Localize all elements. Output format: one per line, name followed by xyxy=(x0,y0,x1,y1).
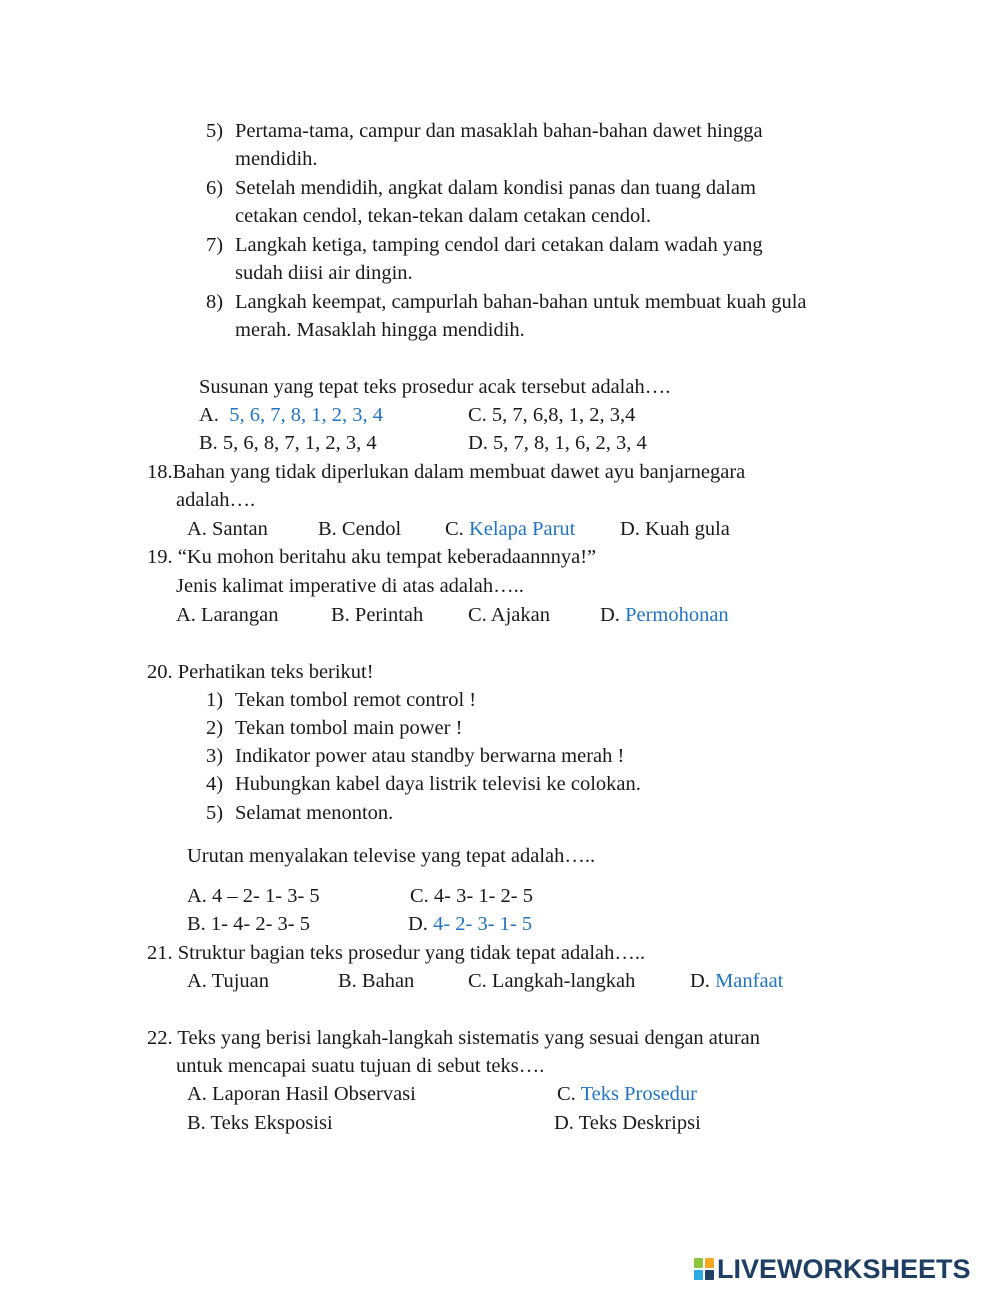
q17-option-a[interactable] xyxy=(199,401,383,429)
q17-step-text: sudah diisi air dingin. xyxy=(235,262,413,284)
q22-option-b[interactable]: B. Teks Eksposisi xyxy=(187,1112,333,1134)
q18-option-c[interactable] xyxy=(445,515,575,543)
q19-option-b[interactable]: B. Perintah xyxy=(331,604,424,626)
q20-option-a[interactable]: A. 4 – 2- 1- 3- 5 xyxy=(187,885,320,907)
q21-question: 21. Struktur bagian teks prosedur yang tidak tepat adalah….. xyxy=(147,942,646,964)
q21-option-b[interactable]: B. Bahan xyxy=(338,970,415,992)
answer-text: Manfaat xyxy=(715,970,784,992)
q17-step-text: cetakan cendol, tekan-tekan dalam cetakan cendol. xyxy=(235,205,652,227)
liveworksheets-logo[interactable] xyxy=(693,1254,971,1284)
option-label: A. xyxy=(199,404,219,426)
q17-step-num: 8) xyxy=(206,291,224,313)
q20-option-d[interactable] xyxy=(408,910,532,938)
q22-question-cont: untuk mencapai suatu tujuan di sebut teks…. xyxy=(176,1055,545,1077)
q20-step-num: 4) xyxy=(206,773,224,795)
q17-step-text: Pertama-tama, campur dan masaklah bahan-bahan dawet hingga xyxy=(235,120,763,142)
q20-question: 20. Perhatikan teks berikut! xyxy=(147,661,374,683)
q21-option-c[interactable]: C. Langkah-langkah xyxy=(468,970,636,992)
q20-step-text: Tekan tombol remot control ! xyxy=(235,689,477,711)
q21-option-a[interactable]: A. Tujuan xyxy=(187,970,270,992)
logo-mark-icon xyxy=(693,1257,715,1281)
option-label: C. xyxy=(557,1083,576,1105)
answer-text: 4- 2- 3- 1- 5 xyxy=(433,913,533,935)
q20-option-c[interactable]: C. 4- 3- 1- 2- 5 xyxy=(410,885,533,907)
q18-option-a[interactable]: A. Santan xyxy=(187,518,268,540)
q19-option-a[interactable]: A. Larangan xyxy=(176,604,279,626)
q20-step-text: Hubungkan kabel daya listrik televisi ke colokan. xyxy=(235,773,641,795)
answer-text: Teks Prosedur xyxy=(580,1083,698,1105)
q22-option-a[interactable]: A. Laporan Hasil Observasi xyxy=(187,1083,416,1105)
q20-step-num: 1) xyxy=(206,689,224,711)
q17-step-num: 5) xyxy=(206,120,224,142)
q19-option-d[interactable] xyxy=(600,601,729,629)
q17-option-b[interactable]: B. 5, 6, 8, 7, 1, 2, 3, 4 xyxy=(199,432,377,454)
q17-option-c[interactable]: C. 5, 7, 6,8, 1, 2, 3,4 xyxy=(468,404,636,426)
q22-question: 22. Teks yang berisi langkah-langkah sistematis yang sesuai dengan aturan xyxy=(147,1027,761,1049)
option-label: D. xyxy=(408,913,428,935)
q17-step-text: merah. Masaklah hingga mendidih. xyxy=(235,319,525,341)
q17-step-text: Setelah mendidih, angkat dalam kondisi panas dan tuang dalam xyxy=(235,177,756,199)
answer-text: Permohonan xyxy=(625,604,729,626)
q17-option-d[interactable]: D. 5, 7, 8, 1, 6, 2, 3, 4 xyxy=(468,432,647,454)
option-label: D. xyxy=(600,604,620,626)
q20-step-text: Tekan tombol main power ! xyxy=(235,717,463,739)
q20-option-b[interactable]: B. 1- 4- 2- 3- 5 xyxy=(187,913,310,935)
q17-step-text: Langkah ketiga, tamping cendol dari cetakan dalam wadah yang xyxy=(235,234,763,256)
answer-text: Kelapa Parut xyxy=(468,518,576,540)
answer-text: 5, 6, 7, 8, 1, 2, 3, 4 xyxy=(229,404,383,426)
q20-prompt: Urutan menyalakan televise yang tepat adalah….. xyxy=(187,845,596,867)
q20-step-num: 2) xyxy=(206,717,224,739)
q21-option-d[interactable] xyxy=(690,967,783,995)
q19-question-cont: Jenis kalimat imperative di atas adalah….. xyxy=(176,575,524,597)
q22-option-c[interactable] xyxy=(557,1080,697,1108)
q20-step-num: 3) xyxy=(206,745,224,767)
logo-text: LIVEWORKSHEETS xyxy=(717,1253,971,1284)
q19-question: 19. “Ku mohon beritahu aku tempat keberadaannnya!” xyxy=(147,546,597,568)
q17-prompt: Susunan yang tepat teks prosedur acak tersebut adalah…. xyxy=(199,376,671,398)
q17-step-text: Langkah keempat, campurlah bahan-bahan untuk membuat kuah gula xyxy=(235,291,807,313)
q17-step-text: mendidih. xyxy=(235,148,318,170)
q18-question: 18.Bahan yang tidak diperlukan dalam membuat dawet ayu banjarnegara xyxy=(147,461,746,483)
q20-step-text: Selamat menonton. xyxy=(235,802,394,824)
q18-option-d[interactable]: D. Kuah gula xyxy=(620,518,730,540)
q18-option-b[interactable]: B. Cendol xyxy=(318,518,402,540)
q22-option-d[interactable]: D. Teks Deskripsi xyxy=(554,1112,701,1134)
q20-step-num: 5) xyxy=(206,802,224,824)
q18-question-cont: adalah…. xyxy=(176,489,256,511)
option-label: C. xyxy=(445,518,464,540)
q20-step-text: Indikator power atau standby berwarna merah ! xyxy=(235,745,625,767)
option-label: D. xyxy=(690,970,710,992)
q17-step-num: 6) xyxy=(206,177,224,199)
q17-step-num: 7) xyxy=(206,234,224,256)
q19-option-c[interactable]: C. Ajakan xyxy=(468,604,550,626)
